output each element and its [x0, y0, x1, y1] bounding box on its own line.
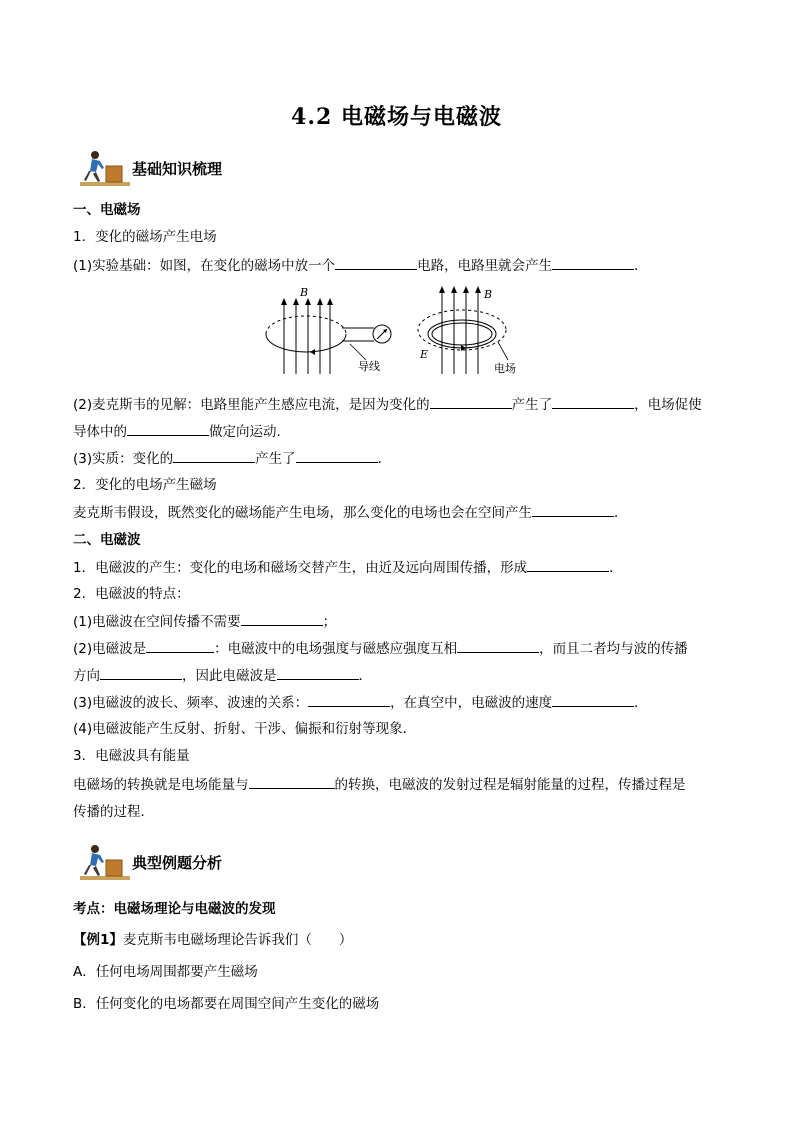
blank-line	[127, 421, 209, 436]
option-a: A．任何电场周围都要产生磁场	[73, 964, 258, 980]
blank-line	[308, 692, 390, 707]
exam-topic: 考点：电磁场理论与电磁波的发现	[73, 901, 276, 917]
page-title: 4.2 电磁场与电磁波	[291, 104, 502, 130]
induction-figure	[262, 284, 532, 376]
item-changing-electric-field: 2．变化的电场产生磁场	[73, 477, 217, 493]
label-electric-field: 电场	[494, 362, 516, 375]
characteristic-4: (4)电磁波能产生反射、折射、干涉、偏振和衍射等现象．	[73, 721, 417, 737]
item-wave-energy: 3．电磁波具有能量	[73, 748, 190, 764]
characteristic-2: (2)电磁波是 ：电磁波中的电场强度与磁感应强度互相 ，而且二者均与波的传播	[73, 638, 688, 659]
heading-em-wave: 二、电磁波	[73, 532, 141, 548]
blank-line	[527, 557, 609, 572]
pushing-box-icon	[78, 148, 134, 190]
blank-line	[296, 448, 378, 463]
paragraph-energy-cont: 传播的过程．	[73, 804, 154, 820]
item-wave-generation: 1．电磁波的产生：变化的电场和磁场交替产生，由近及远向周围传播，形成 ．	[73, 557, 623, 578]
blank-line	[241, 611, 323, 626]
blank-line	[532, 502, 614, 517]
figure-diagram	[262, 284, 532, 376]
blank-line	[457, 638, 539, 653]
item-changing-magnetic-field: 1．变化的磁场产生电场	[73, 229, 217, 245]
paragraph-experiment: (1)实验基础：如图，在变化的磁场中放一个 电路，电路里就会产生 ．	[73, 255, 648, 276]
example-question: 【例1】麦克斯韦电磁场理论告诉我们（ ）	[73, 932, 353, 948]
blank-line	[173, 448, 255, 463]
blank-line	[335, 255, 417, 270]
blank-line	[146, 638, 214, 653]
blank-line	[277, 665, 359, 680]
section-header-basics	[78, 148, 378, 192]
characteristic-2-cont: 方向 ，因此电磁波是 ．	[73, 665, 372, 686]
blank-line	[552, 692, 634, 707]
label-b-right: B	[484, 288, 493, 301]
heading-em-field: 一、电磁场	[73, 202, 141, 218]
section-header-examples	[78, 842, 378, 886]
blank-line	[430, 394, 512, 409]
paragraph-maxwell-hypothesis: 麦克斯韦假设，既然变化的磁场能产生电场，那么变化的电场也会在空间产生 ．	[73, 502, 628, 523]
section-heading: 基础知识梳理	[132, 160, 223, 178]
paragraph-essence: (3)实质：变化的 产生了 ．	[73, 448, 391, 469]
blank-line	[249, 774, 335, 789]
option-b: B．任何变化的电场都要在周围空间产生变化的磁场	[73, 996, 380, 1012]
characteristic-1: (1)电磁波在空间传播不需要 ；	[73, 611, 336, 632]
blank-line	[100, 665, 182, 680]
label-wire: 导线	[358, 360, 380, 373]
paragraph-maxwell-view: (2)麦克斯韦的见解：电路里能产生感应电流，是因为变化的 产生了 ，电场促使	[73, 394, 702, 415]
paragraph-maxwell-view-cont: 导体中的 做定向运动．	[73, 421, 290, 442]
blank-line	[552, 255, 634, 270]
pushing-box-icon	[78, 842, 134, 884]
blank-line	[552, 394, 634, 409]
label-b-left: B	[300, 286, 309, 299]
section-heading: 典型例题分析	[132, 854, 223, 872]
characteristic-3: (3)电磁波的波长、频率、波速的关系： ，在真空中，电磁波的速度 ．	[73, 692, 648, 713]
paragraph-energy: 电磁场的转换就是电场能量与 的转换，电磁波的发射过程是辐射能量的过程，传播过程是	[73, 774, 686, 795]
label-e: E	[420, 348, 429, 361]
item-wave-characteristics: 2．电磁波的特点：	[73, 586, 190, 602]
